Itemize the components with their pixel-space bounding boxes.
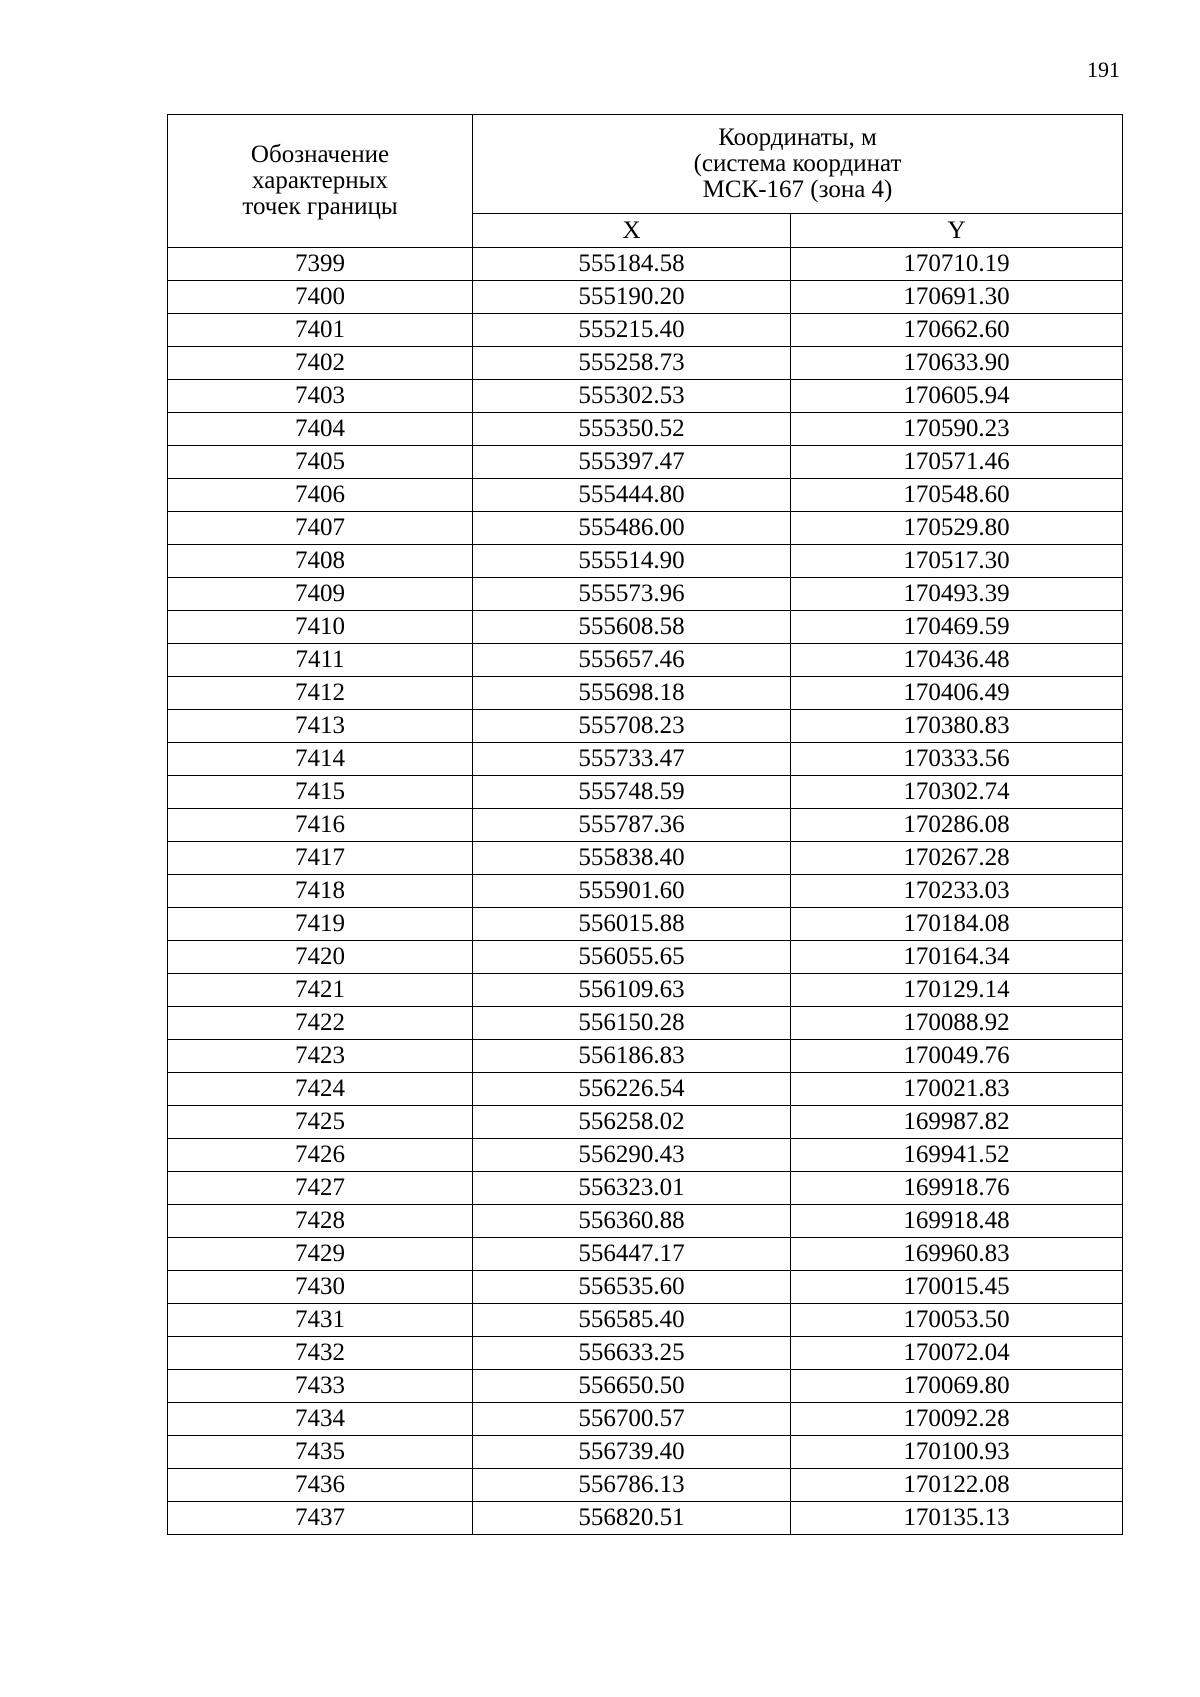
y-coordinate-cell: 169918.48 <box>791 1205 1123 1238</box>
y-coordinate-cell: 170021.83 <box>791 1073 1123 1106</box>
y-coordinate-cell: 170691.30 <box>791 281 1123 314</box>
point-id-cell: 7418 <box>168 875 473 908</box>
point-id-cell: 7402 <box>168 347 473 380</box>
y-coordinate-cell: 170129.14 <box>791 974 1123 1007</box>
table-row <box>168 1106 1123 1139</box>
table-row <box>168 479 1123 512</box>
y-coordinate-cell: 170049.76 <box>791 1040 1123 1073</box>
x-coordinate-cell: 555302.53 <box>473 380 791 413</box>
y-coordinate-cell: 170380.83 <box>791 710 1123 743</box>
x-coordinate-cell: 556226.54 <box>473 1073 791 1106</box>
point-id-cell: 7421 <box>168 974 473 1007</box>
point-id-cell: 7400 <box>168 281 473 314</box>
table-row <box>168 248 1123 281</box>
y-coordinate-cell: 169918.76 <box>791 1172 1123 1205</box>
x-coordinate-cell: 555215.40 <box>473 314 791 347</box>
y-coordinate-cell: 170590.23 <box>791 413 1123 446</box>
point-id-cell: 7419 <box>168 908 473 941</box>
x-coordinate-cell: 555708.23 <box>473 710 791 743</box>
point-id-cell: 7415 <box>168 776 473 809</box>
x-coordinate-cell: 556447.17 <box>473 1238 791 1271</box>
x-coordinate-cell: 555397.47 <box>473 446 791 479</box>
y-coordinate-cell: 170053.50 <box>791 1304 1123 1337</box>
table-row <box>168 1139 1123 1172</box>
point-id-cell: 7432 <box>168 1337 473 1370</box>
x-coordinate-cell: 556150.28 <box>473 1007 791 1040</box>
y-coordinate-cell: 170548.60 <box>791 479 1123 512</box>
table-row <box>168 1040 1123 1073</box>
y-coordinate-cell: 170302.74 <box>791 776 1123 809</box>
y-coordinate-cell: 170436.48 <box>791 644 1123 677</box>
table-row <box>168 1436 1123 1469</box>
y-coordinate-cell: 170122.08 <box>791 1469 1123 1502</box>
table-row <box>168 347 1123 380</box>
table-row <box>168 710 1123 743</box>
x-coordinate-cell: 556109.63 <box>473 974 791 1007</box>
table-row <box>168 974 1123 1007</box>
y-coordinate-cell: 170135.13 <box>791 1502 1123 1535</box>
table-row <box>168 842 1123 875</box>
table-row <box>168 941 1123 974</box>
y-coordinate-cell: 170605.94 <box>791 380 1123 413</box>
table-row <box>168 578 1123 611</box>
table-row <box>168 776 1123 809</box>
point-id-cell: 7428 <box>168 1205 473 1238</box>
point-id-cell: 7403 <box>168 380 473 413</box>
point-id-cell: 7422 <box>168 1007 473 1040</box>
x-coordinate-cell: 556323.01 <box>473 1172 791 1205</box>
coord-header-line-3: МСК-167 (зона 4) <box>702 176 893 204</box>
table-row <box>168 512 1123 545</box>
point-id-cell: 7409 <box>168 578 473 611</box>
x-coordinate-cell: 555748.59 <box>473 776 791 809</box>
y-coordinate-cell: 170333.56 <box>791 743 1123 776</box>
y-coordinate-cell: 170571.46 <box>791 446 1123 479</box>
table-row <box>168 1238 1123 1271</box>
point-id-cell: 7401 <box>168 314 473 347</box>
x-coordinate-cell: 555733.47 <box>473 743 791 776</box>
y-coordinate-cell: 170267.28 <box>791 842 1123 875</box>
point-id-cell: 7425 <box>168 1106 473 1139</box>
table-header <box>168 115 1123 248</box>
x-column-header: X <box>473 214 791 248</box>
table-row <box>168 908 1123 941</box>
y-coordinate-cell: 170529.80 <box>791 512 1123 545</box>
x-coordinate-cell: 555573.96 <box>473 578 791 611</box>
table-row <box>168 611 1123 644</box>
table-row <box>168 545 1123 578</box>
table-row <box>168 677 1123 710</box>
table-row <box>168 1172 1123 1205</box>
point-id-cell: 7399 <box>168 248 473 281</box>
x-coordinate-cell: 555698.18 <box>473 677 791 710</box>
y-coordinate-cell: 170406.49 <box>791 677 1123 710</box>
coordinates-table <box>167 114 1123 1535</box>
point-id-cell: 7427 <box>168 1172 473 1205</box>
y-coordinate-cell: 170469.59 <box>791 611 1123 644</box>
x-coordinate-cell: 556360.88 <box>473 1205 791 1238</box>
table-row <box>168 1205 1123 1238</box>
x-coordinate-cell: 556700.57 <box>473 1403 791 1436</box>
x-coordinate-cell: 556015.88 <box>473 908 791 941</box>
x-coordinate-cell: 555184.58 <box>473 248 791 281</box>
y-coordinate-cell: 169987.82 <box>791 1106 1123 1139</box>
table-row <box>168 1073 1123 1106</box>
y-coordinate-cell: 170088.92 <box>791 1007 1123 1040</box>
table-row <box>168 281 1123 314</box>
point-header-line-1: Обозначение <box>250 141 390 168</box>
point-id-cell: 7414 <box>168 743 473 776</box>
coordinates-header <box>473 115 1123 214</box>
x-coordinate-cell: 555514.90 <box>473 545 791 578</box>
point-header-line-3: точек границы <box>242 193 398 220</box>
point-id-cell: 7423 <box>168 1040 473 1073</box>
table-row <box>168 809 1123 842</box>
x-coordinate-cell: 555657.46 <box>473 644 791 677</box>
y-column-header: Y <box>791 214 1123 248</box>
table-row <box>168 1337 1123 1370</box>
y-coordinate-cell: 170710.19 <box>791 248 1123 281</box>
point-id-cell: 7431 <box>168 1304 473 1337</box>
table-row <box>168 875 1123 908</box>
table-row <box>168 446 1123 479</box>
y-coordinate-cell: 170493.39 <box>791 578 1123 611</box>
x-coordinate-cell: 555608.58 <box>473 611 791 644</box>
y-coordinate-cell: 170662.60 <box>791 314 1123 347</box>
y-coordinate-cell: 170233.03 <box>791 875 1123 908</box>
y-coordinate-cell: 170072.04 <box>791 1337 1123 1370</box>
point-id-cell: 7406 <box>168 479 473 512</box>
point-id-cell: 7405 <box>168 446 473 479</box>
coord-header-line-2: (система координат <box>693 150 902 178</box>
point-id-cell: 7420 <box>168 941 473 974</box>
table-row <box>168 1007 1123 1040</box>
y-coordinate-cell: 170633.90 <box>791 347 1123 380</box>
x-coordinate-cell: 556258.02 <box>473 1106 791 1139</box>
table-row <box>168 413 1123 446</box>
x-coordinate-cell: 556290.43 <box>473 1139 791 1172</box>
y-coordinate-cell: 169941.52 <box>791 1139 1123 1172</box>
table-body <box>168 248 1123 1535</box>
table-row <box>168 380 1123 413</box>
point-id-cell: 7407 <box>168 512 473 545</box>
point-id-cell: 7426 <box>168 1139 473 1172</box>
point-id-cell: 7408 <box>168 545 473 578</box>
y-coordinate-cell: 170100.93 <box>791 1436 1123 1469</box>
table-row <box>168 1271 1123 1304</box>
x-coordinate-cell: 556633.25 <box>473 1337 791 1370</box>
x-coordinate-cell: 556186.83 <box>473 1040 791 1073</box>
x-coordinate-cell: 555190.20 <box>473 281 791 314</box>
x-coordinate-cell: 556650.50 <box>473 1370 791 1403</box>
x-coordinate-cell: 556585.40 <box>473 1304 791 1337</box>
y-coordinate-cell: 170164.34 <box>791 941 1123 974</box>
table-row <box>168 1370 1123 1403</box>
y-coordinate-cell: 170517.30 <box>791 545 1123 578</box>
point-id-cell: 7413 <box>168 710 473 743</box>
coord-header-line-1: Координаты, м <box>718 124 877 152</box>
y-coordinate-cell: 170286.08 <box>791 809 1123 842</box>
point-id-cell: 7416 <box>168 809 473 842</box>
x-coordinate-cell: 555838.40 <box>473 842 791 875</box>
page-number: 191 <box>1087 57 1120 82</box>
table-row <box>168 743 1123 776</box>
point-id-cell: 7412 <box>168 677 473 710</box>
table-row <box>168 1502 1123 1535</box>
x-coordinate-cell: 556055.65 <box>473 941 791 974</box>
table-row <box>168 314 1123 347</box>
x-coordinate-cell: 556535.60 <box>473 1271 791 1304</box>
table-row <box>168 644 1123 677</box>
point-id-cell: 7417 <box>168 842 473 875</box>
y-coordinate-cell: 170184.08 <box>791 908 1123 941</box>
table-row <box>168 1304 1123 1337</box>
point-id-cell: 7433 <box>168 1370 473 1403</box>
point-id-cell: 7435 <box>168 1436 473 1469</box>
point-id-cell: 7429 <box>168 1238 473 1271</box>
point-id-cell: 7404 <box>168 413 473 446</box>
y-coordinate-cell: 170092.28 <box>791 1403 1123 1436</box>
point-id-cell: 7411 <box>168 644 473 677</box>
y-coordinate-cell: 169960.83 <box>791 1238 1123 1271</box>
table-row <box>168 1403 1123 1436</box>
point-designation-header <box>168 115 473 248</box>
y-coordinate-cell: 170015.45 <box>791 1271 1123 1304</box>
x-coordinate-cell: 555901.60 <box>473 875 791 908</box>
x-coordinate-cell: 556786.13 <box>473 1469 791 1502</box>
x-coordinate-cell: 555486.00 <box>473 512 791 545</box>
point-id-cell: 7424 <box>168 1073 473 1106</box>
point-id-cell: 7430 <box>168 1271 473 1304</box>
table-row <box>168 1469 1123 1502</box>
x-coordinate-cell: 556739.40 <box>473 1436 791 1469</box>
x-coordinate-cell: 556820.51 <box>473 1502 791 1535</box>
y-coordinate-cell: 170069.80 <box>791 1370 1123 1403</box>
x-coordinate-cell: 555444.80 <box>473 479 791 512</box>
point-id-cell: 7436 <box>168 1469 473 1502</box>
x-coordinate-cell: 555258.73 <box>473 347 791 380</box>
point-id-cell: 7410 <box>168 611 473 644</box>
x-coordinate-cell: 555350.52 <box>473 413 791 446</box>
point-header-line-2: характерных <box>252 167 388 194</box>
point-id-cell: 7437 <box>168 1502 473 1535</box>
point-id-cell: 7434 <box>168 1403 473 1436</box>
x-coordinate-cell: 555787.36 <box>473 809 791 842</box>
